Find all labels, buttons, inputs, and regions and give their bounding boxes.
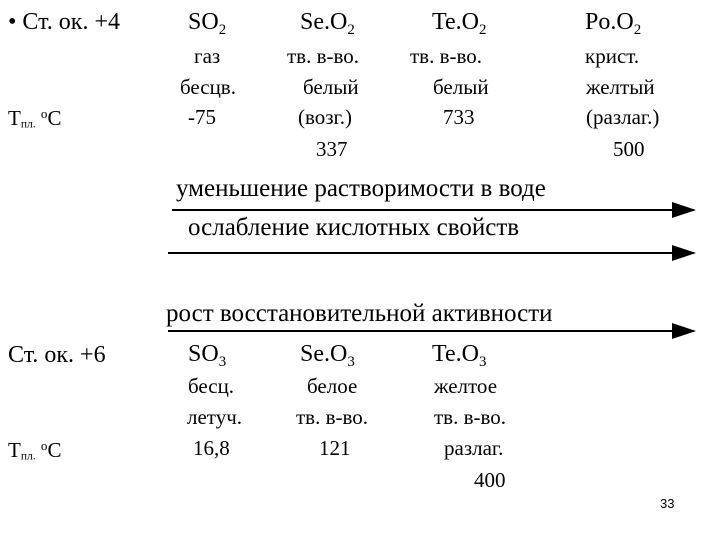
so2-tmelt: -75 xyxy=(188,105,216,129)
oxidation-state-6-label: Ст. ок. +6 xyxy=(8,342,106,368)
seo2-color: белый xyxy=(303,75,359,99)
seo3-color: белое xyxy=(307,374,358,398)
formula-so2: $SO_2$ xyxy=(188,9,227,39)
page-number: 33 xyxy=(660,496,675,511)
seo2-tmelt: 337 xyxy=(316,137,348,161)
so3-tmelt: 16,8 xyxy=(193,436,230,460)
trend-solubility: уменьшение растворимости в воде xyxy=(176,175,546,202)
formula-teo3: $Te.O_3$ xyxy=(432,341,487,371)
teo3-tmelt: 400 xyxy=(474,468,506,492)
formula-seo3: $Se.O_3$ xyxy=(300,341,355,371)
melting-temp-label: Tпл. $^o$C xyxy=(8,106,62,131)
formula-teo2: $Te.O_2$ xyxy=(432,9,487,39)
so2-state: газ xyxy=(194,44,221,68)
teo2-state: тв. в-во. xyxy=(410,44,483,68)
seo3-state: тв. в-во. xyxy=(296,405,369,429)
melting-temp-label-6: Tпл. $^o$C xyxy=(8,438,62,463)
poo2-state: крист. xyxy=(585,44,640,68)
oxidation-state-4-label: • Ст. ок. +4 xyxy=(8,9,120,35)
trend-reducing: рост восстановительной активности xyxy=(166,300,553,327)
so3-color: бесц. xyxy=(188,374,235,398)
so2-color: бесцв. xyxy=(180,75,236,99)
seo3-tmelt: 121 xyxy=(319,436,351,460)
seo2-note: (возг.) xyxy=(298,105,353,129)
teo2-tmelt: 733 xyxy=(443,105,475,129)
formula-seo2: $Se.O_2$ xyxy=(300,9,355,39)
teo3-state: тв. в-во. xyxy=(434,405,507,429)
teo2-color: белый xyxy=(433,75,489,99)
poo2-tmelt: 500 xyxy=(613,137,645,161)
poo2-note: (разлаг.) xyxy=(586,105,660,129)
teo3-note: разлаг. xyxy=(444,436,504,460)
seo2-state: тв. в-во. xyxy=(287,44,360,68)
poo2-color: желтый xyxy=(586,75,655,99)
teo3-color: желтое xyxy=(434,374,498,398)
formula-poo2: $Po.O_2$ xyxy=(585,9,642,39)
so3-volatility: летуч. xyxy=(187,405,243,429)
formula-so3: $SO_3$ xyxy=(188,341,227,371)
trend-acidity: ослабление кислотных свойств xyxy=(188,214,520,241)
